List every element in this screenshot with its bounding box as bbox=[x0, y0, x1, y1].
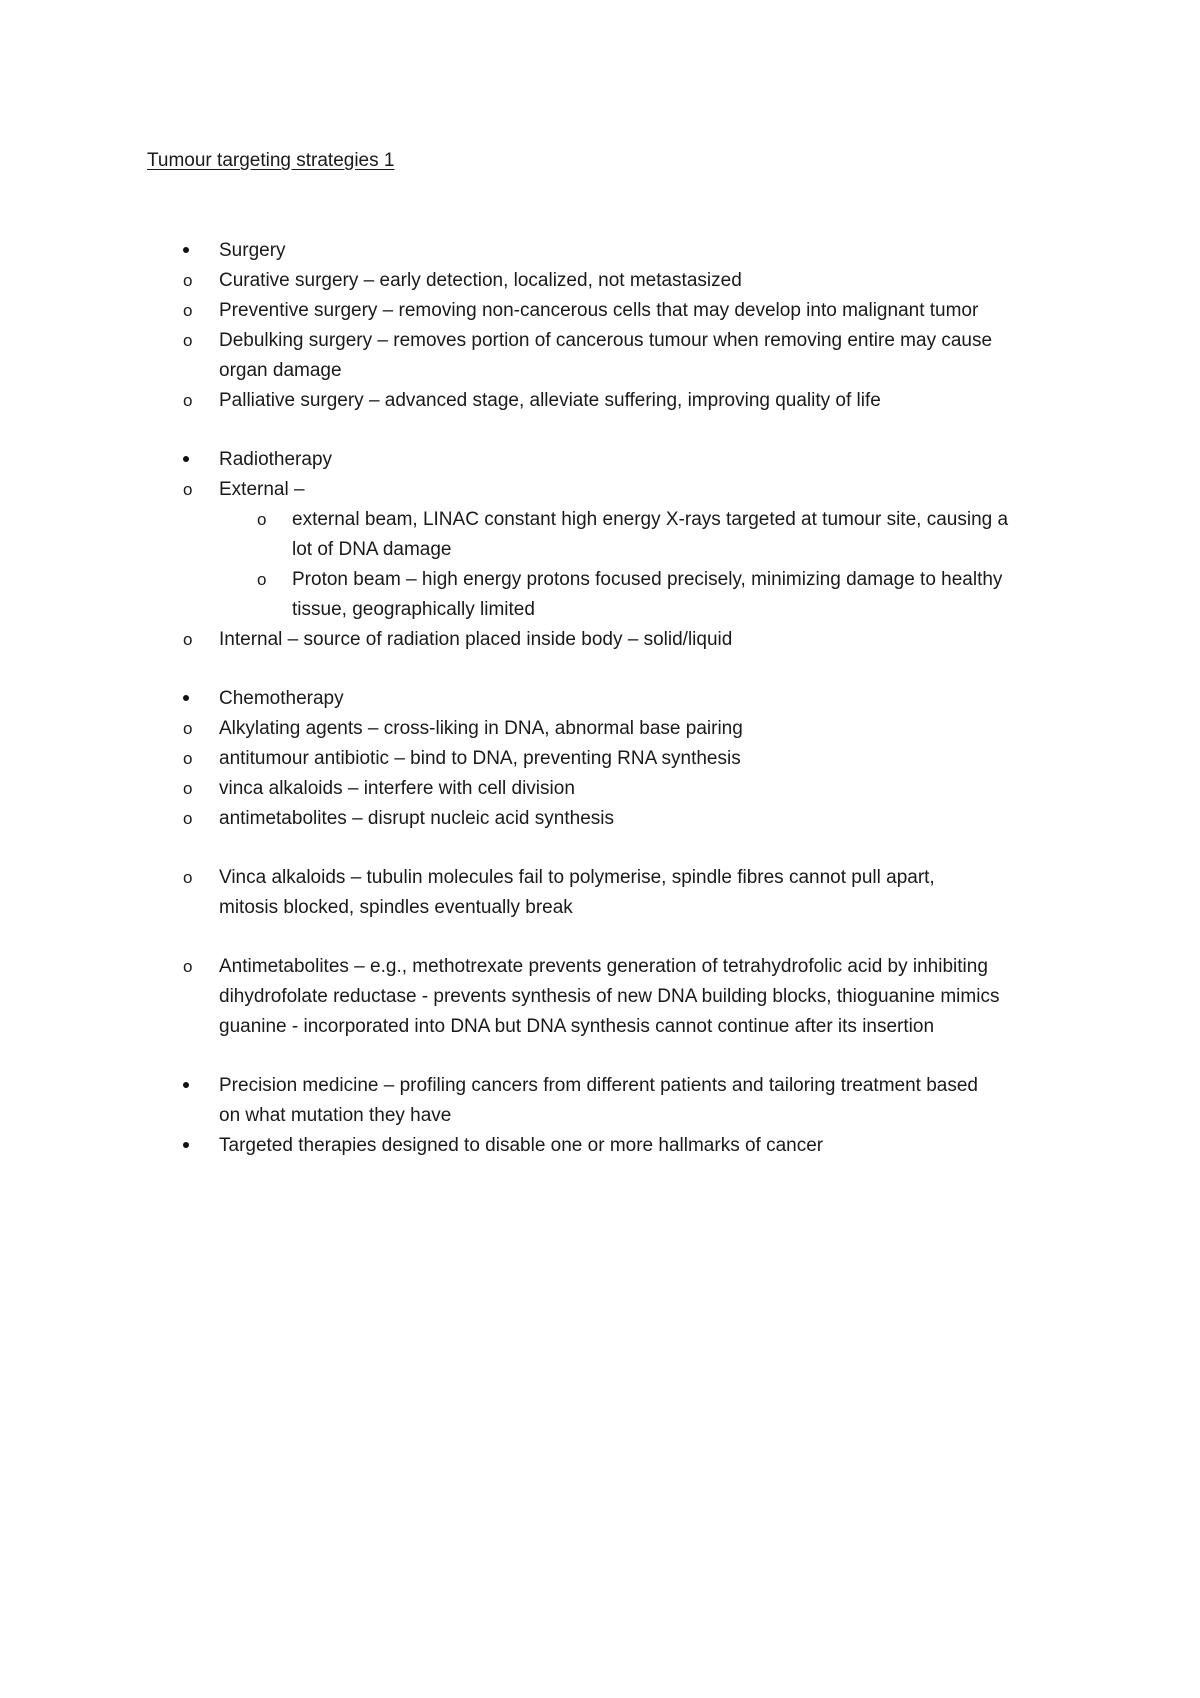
list-item-continuation: lot of DNA damage bbox=[292, 539, 452, 560]
list-item: Chemotherapy bbox=[0, 684, 1200, 714]
circle-bullet-icon: o bbox=[183, 809, 193, 828]
list-item: o Debulking surgery – removes portion of cancerous tumour when removing entire may cause bbox=[0, 326, 1200, 356]
circle-bullet-icon: o bbox=[183, 391, 193, 410]
list-item: o Proton beam – high energy protons focused precisely, minimizing damage to healthy bbox=[0, 565, 1200, 595]
circle-bullet-icon: o bbox=[257, 570, 267, 589]
list-item: o antitumour antibiotic – bind to DNA, preventing RNA synthesis bbox=[0, 744, 1200, 774]
circle-bullet-icon: o bbox=[183, 719, 193, 738]
list-item: Targeted therapies designed to disable one or more hallmarks of cancer bbox=[0, 1131, 1200, 1161]
circle-bullet-icon: o bbox=[183, 749, 193, 768]
bullet-icon bbox=[183, 684, 189, 714]
bullet-icon bbox=[183, 236, 189, 266]
circle-bullet-icon: o bbox=[183, 480, 193, 499]
list-item: o Antimetabolites – e.g., methotrexate prevents generation of tetrahydrofolic acid by inhibiting bbox=[0, 952, 1200, 982]
list-item: o external beam, LINAC constant high energy X-rays targeted at tumour site, causing a bbox=[0, 505, 1200, 535]
list-item: o Vinca alkaloids – tubulin molecules fail to polymerise, spindle fibres cannot pull apart, bbox=[0, 863, 1200, 893]
circle-bullet-icon: o bbox=[183, 957, 193, 976]
list-item-continuation: dihydrofolate reductase - prevents synthesis of new DNA building blocks, thioguanine mimics bbox=[219, 986, 1000, 1007]
bullet-icon bbox=[183, 445, 189, 475]
list-item-continuation: tissue, geographically limited bbox=[292, 599, 535, 620]
list-item-continuation: on what mutation they have bbox=[219, 1105, 452, 1126]
list-item: Surgery bbox=[0, 236, 1200, 266]
circle-bullet-icon: o bbox=[183, 779, 193, 798]
list-item: o Preventive surgery – removing non-cancerous cells that may develop into malignant tumor bbox=[0, 296, 1200, 326]
list-item: Radiotherapy bbox=[0, 445, 1200, 475]
list-item: o Internal – source of radiation placed inside body – solid/liquid bbox=[0, 625, 1200, 655]
circle-bullet-icon: o bbox=[183, 868, 193, 887]
circle-bullet-icon: o bbox=[183, 630, 193, 649]
circle-bullet-icon: o bbox=[183, 301, 193, 320]
circle-bullet-icon: o bbox=[183, 271, 193, 290]
list-item-continuation: guanine - incorporated into DNA but DNA synthesis cannot continue after its insertion bbox=[219, 1016, 935, 1037]
notes-list bbox=[0, 236, 1200, 1161]
circle-bullet-icon: o bbox=[257, 510, 267, 529]
list-item-continuation: mitosis blocked, spindles eventually break bbox=[219, 897, 573, 918]
bullet-icon bbox=[183, 1131, 189, 1161]
bullet-icon bbox=[183, 1071, 189, 1101]
list-item: o vinca alkaloids – interfere with cell division bbox=[0, 774, 1200, 804]
list-item: o Alkylating agents – cross-liking in DNA, abnormal base pairing bbox=[0, 714, 1200, 744]
list-item: o Curative surgery – early detection, localized, not metastasized bbox=[0, 266, 1200, 296]
list-item: o Palliative surgery – advanced stage, alleviate suffering, improving quality of life bbox=[0, 386, 1200, 416]
list-item-continuation: organ damage bbox=[219, 360, 342, 381]
list-item: o antimetabolites – disrupt nucleic acid synthesis bbox=[0, 804, 1200, 834]
list-item: Precision medicine – profiling cancers from different patients and tailoring treatment based bbox=[0, 1071, 1200, 1101]
circle-bullet-icon: o bbox=[183, 331, 193, 350]
list-item: o External – bbox=[0, 475, 1200, 505]
page-title: Tumour targeting strategies 1 bbox=[147, 150, 395, 171]
